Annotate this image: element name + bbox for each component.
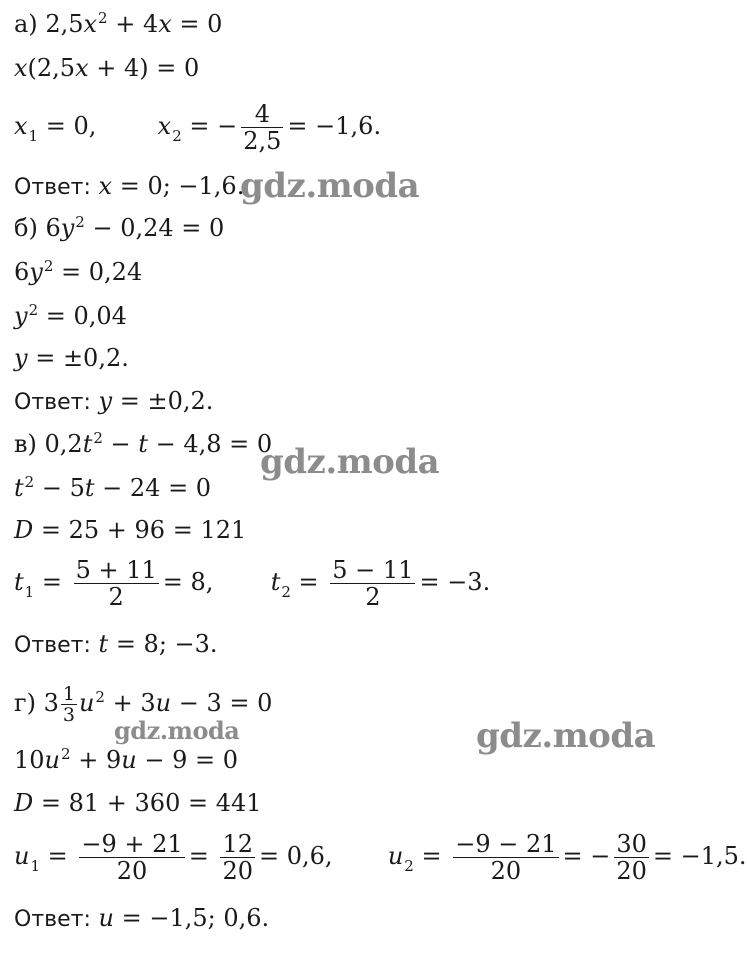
root-2-value: = −1,6. xyxy=(287,112,382,140)
rhs: = 0 xyxy=(179,10,223,38)
coef: 0,2 xyxy=(44,430,83,458)
term: = 0,24 xyxy=(61,258,143,286)
denominator: 20 xyxy=(222,857,253,885)
answer-value: = 8; −3. xyxy=(115,630,218,658)
fraction xyxy=(453,831,558,884)
eq-c-1: в) $0,2t^2 - t - 4,8 = 0$ xyxy=(14,429,273,458)
denominator: 2 xyxy=(108,583,124,611)
coef: 6 xyxy=(45,214,61,242)
watermark: gdz.moda xyxy=(260,442,440,482)
answer-value: = 0; −1,6. xyxy=(119,172,245,200)
eq-a-roots: $x_1 = 0$, $x_2$ = − $\frac{4}{2,5}$ = −1,6. xyxy=(14,100,382,155)
term: − 0,24 = 0 xyxy=(92,214,225,242)
term: (2,5 xyxy=(27,54,76,82)
mixed-fraction xyxy=(61,684,77,725)
eq-b-1: б) $6y^2 - 0,24 = 0$ xyxy=(14,213,225,242)
denominator: 2,5 xyxy=(243,127,282,155)
answer-label: Ответ: xyxy=(14,390,91,415)
numerator: −9 + 21 xyxy=(81,830,183,858)
term: = 0,04 xyxy=(45,302,127,330)
coef: 2,5 xyxy=(45,10,84,38)
eq-b-2: $6y^2 = 0,24$ xyxy=(14,257,143,286)
term: = ±0,2. xyxy=(35,344,129,372)
label-a: а) xyxy=(14,10,38,38)
label-d: г) xyxy=(14,689,36,717)
term: + 3 xyxy=(112,689,156,717)
root-1-value: = 8, xyxy=(162,568,214,596)
eq-a-1: а) $2,5x^2 + 4x = 0$ xyxy=(14,9,223,38)
eq-a-2: x(2,5x + 4) = 0 xyxy=(14,54,200,82)
numerator: 12 xyxy=(222,830,253,858)
discriminant: = 81 + 360 = 441 xyxy=(40,789,262,817)
denominator: 20 xyxy=(490,857,522,885)
answer-label: Ответ: xyxy=(14,175,91,200)
fraction xyxy=(74,557,159,610)
answer-value: = ±0,2. xyxy=(119,387,214,415)
term: − 5 xyxy=(41,474,85,502)
eq-b-3: $y^2 = 0,04$ xyxy=(14,301,127,330)
numerator: 4 xyxy=(241,101,283,128)
eq-d-1: г) 3 $\frac{1}{3}$ $u^2 + 3u - 3 = 0$ xyxy=(14,683,273,726)
coef: 10 xyxy=(14,746,45,774)
root-2-value: = −3. xyxy=(419,568,491,596)
eq-d-2: $10u^2 + 9u - 9 = 0$ xyxy=(14,745,238,774)
fraction xyxy=(220,831,255,884)
term: − 4,8 = 0 xyxy=(155,430,273,458)
term: − 24 = 0 xyxy=(102,474,212,502)
term: + 9 xyxy=(78,746,122,774)
numerator: 1 xyxy=(62,683,75,705)
eq-d-3: D = 81 + 360 = 441 xyxy=(14,789,262,817)
discriminant: = 25 + 96 = 121 xyxy=(40,516,247,544)
eq-c-2: $t^2 - 5t - 24 = 0$ xyxy=(14,473,212,502)
label-b: б) xyxy=(14,214,38,242)
fraction xyxy=(614,831,649,884)
fraction xyxy=(241,101,283,154)
term: − 9 = 0 xyxy=(144,746,238,774)
watermark: gdz.moda xyxy=(114,716,240,745)
answer-a: Ответ: x = 0; −1,6. xyxy=(14,172,245,200)
numerator: 5 − 11 xyxy=(332,556,414,584)
answer-value: = −1,5; 0,6. xyxy=(121,904,270,932)
coef: 6 xyxy=(14,258,30,286)
answer-label: Ответ: xyxy=(14,907,91,932)
watermark: gdz.moda xyxy=(476,716,656,756)
term: + 4) = 0 xyxy=(96,54,200,82)
eq-d-roots: $u_1$ = $\frac{-9 + 21}{20}$ = $\frac{12}{20}$ = 0,6, $u_2$ = $\frac{-9 - 21}{20}$ = − $\frac{30}{20}$ = −1,5. xyxy=(14,830,747,885)
eq-b-4: y = ±0,2. xyxy=(14,344,129,372)
answer-c: Ответ: t = 8; −3. xyxy=(14,630,218,658)
denominator: 20 xyxy=(116,857,148,885)
term: − 3 = 0 xyxy=(178,689,273,717)
root-2: = − xyxy=(189,112,238,140)
answer-d: Ответ: u = −1,5; 0,6. xyxy=(14,904,270,932)
answer-b: Ответ: y = ±0,2. xyxy=(14,387,214,415)
label-c: в) xyxy=(14,430,37,458)
root-2-value: = −1,5. xyxy=(652,842,747,870)
eq-c-roots: $t_1$ = $\frac{5 + 11}{2}$ = 8, $t_2$ = $\frac{5 - 11}{2}$ = −3. xyxy=(14,556,491,611)
mixed-whole: 3 xyxy=(43,689,59,717)
watermark: gdz.moda xyxy=(240,166,420,206)
denominator: 2 xyxy=(365,583,381,611)
answer-label: Ответ: xyxy=(14,633,91,658)
eq-c-3: D = 25 + 96 = 121 xyxy=(14,516,247,544)
denominator: 20 xyxy=(616,857,647,885)
numerator: 5 + 11 xyxy=(75,556,157,584)
fraction xyxy=(330,557,415,610)
numerator: 30 xyxy=(616,830,647,858)
term: − xyxy=(110,430,131,458)
numerator: −9 − 21 xyxy=(455,830,557,858)
fraction xyxy=(79,831,184,884)
denominator: 3 xyxy=(62,704,75,726)
term: + 4 xyxy=(115,10,159,38)
root-1: = 0, xyxy=(45,112,97,140)
root-1-value: = 0,6, xyxy=(258,842,333,870)
